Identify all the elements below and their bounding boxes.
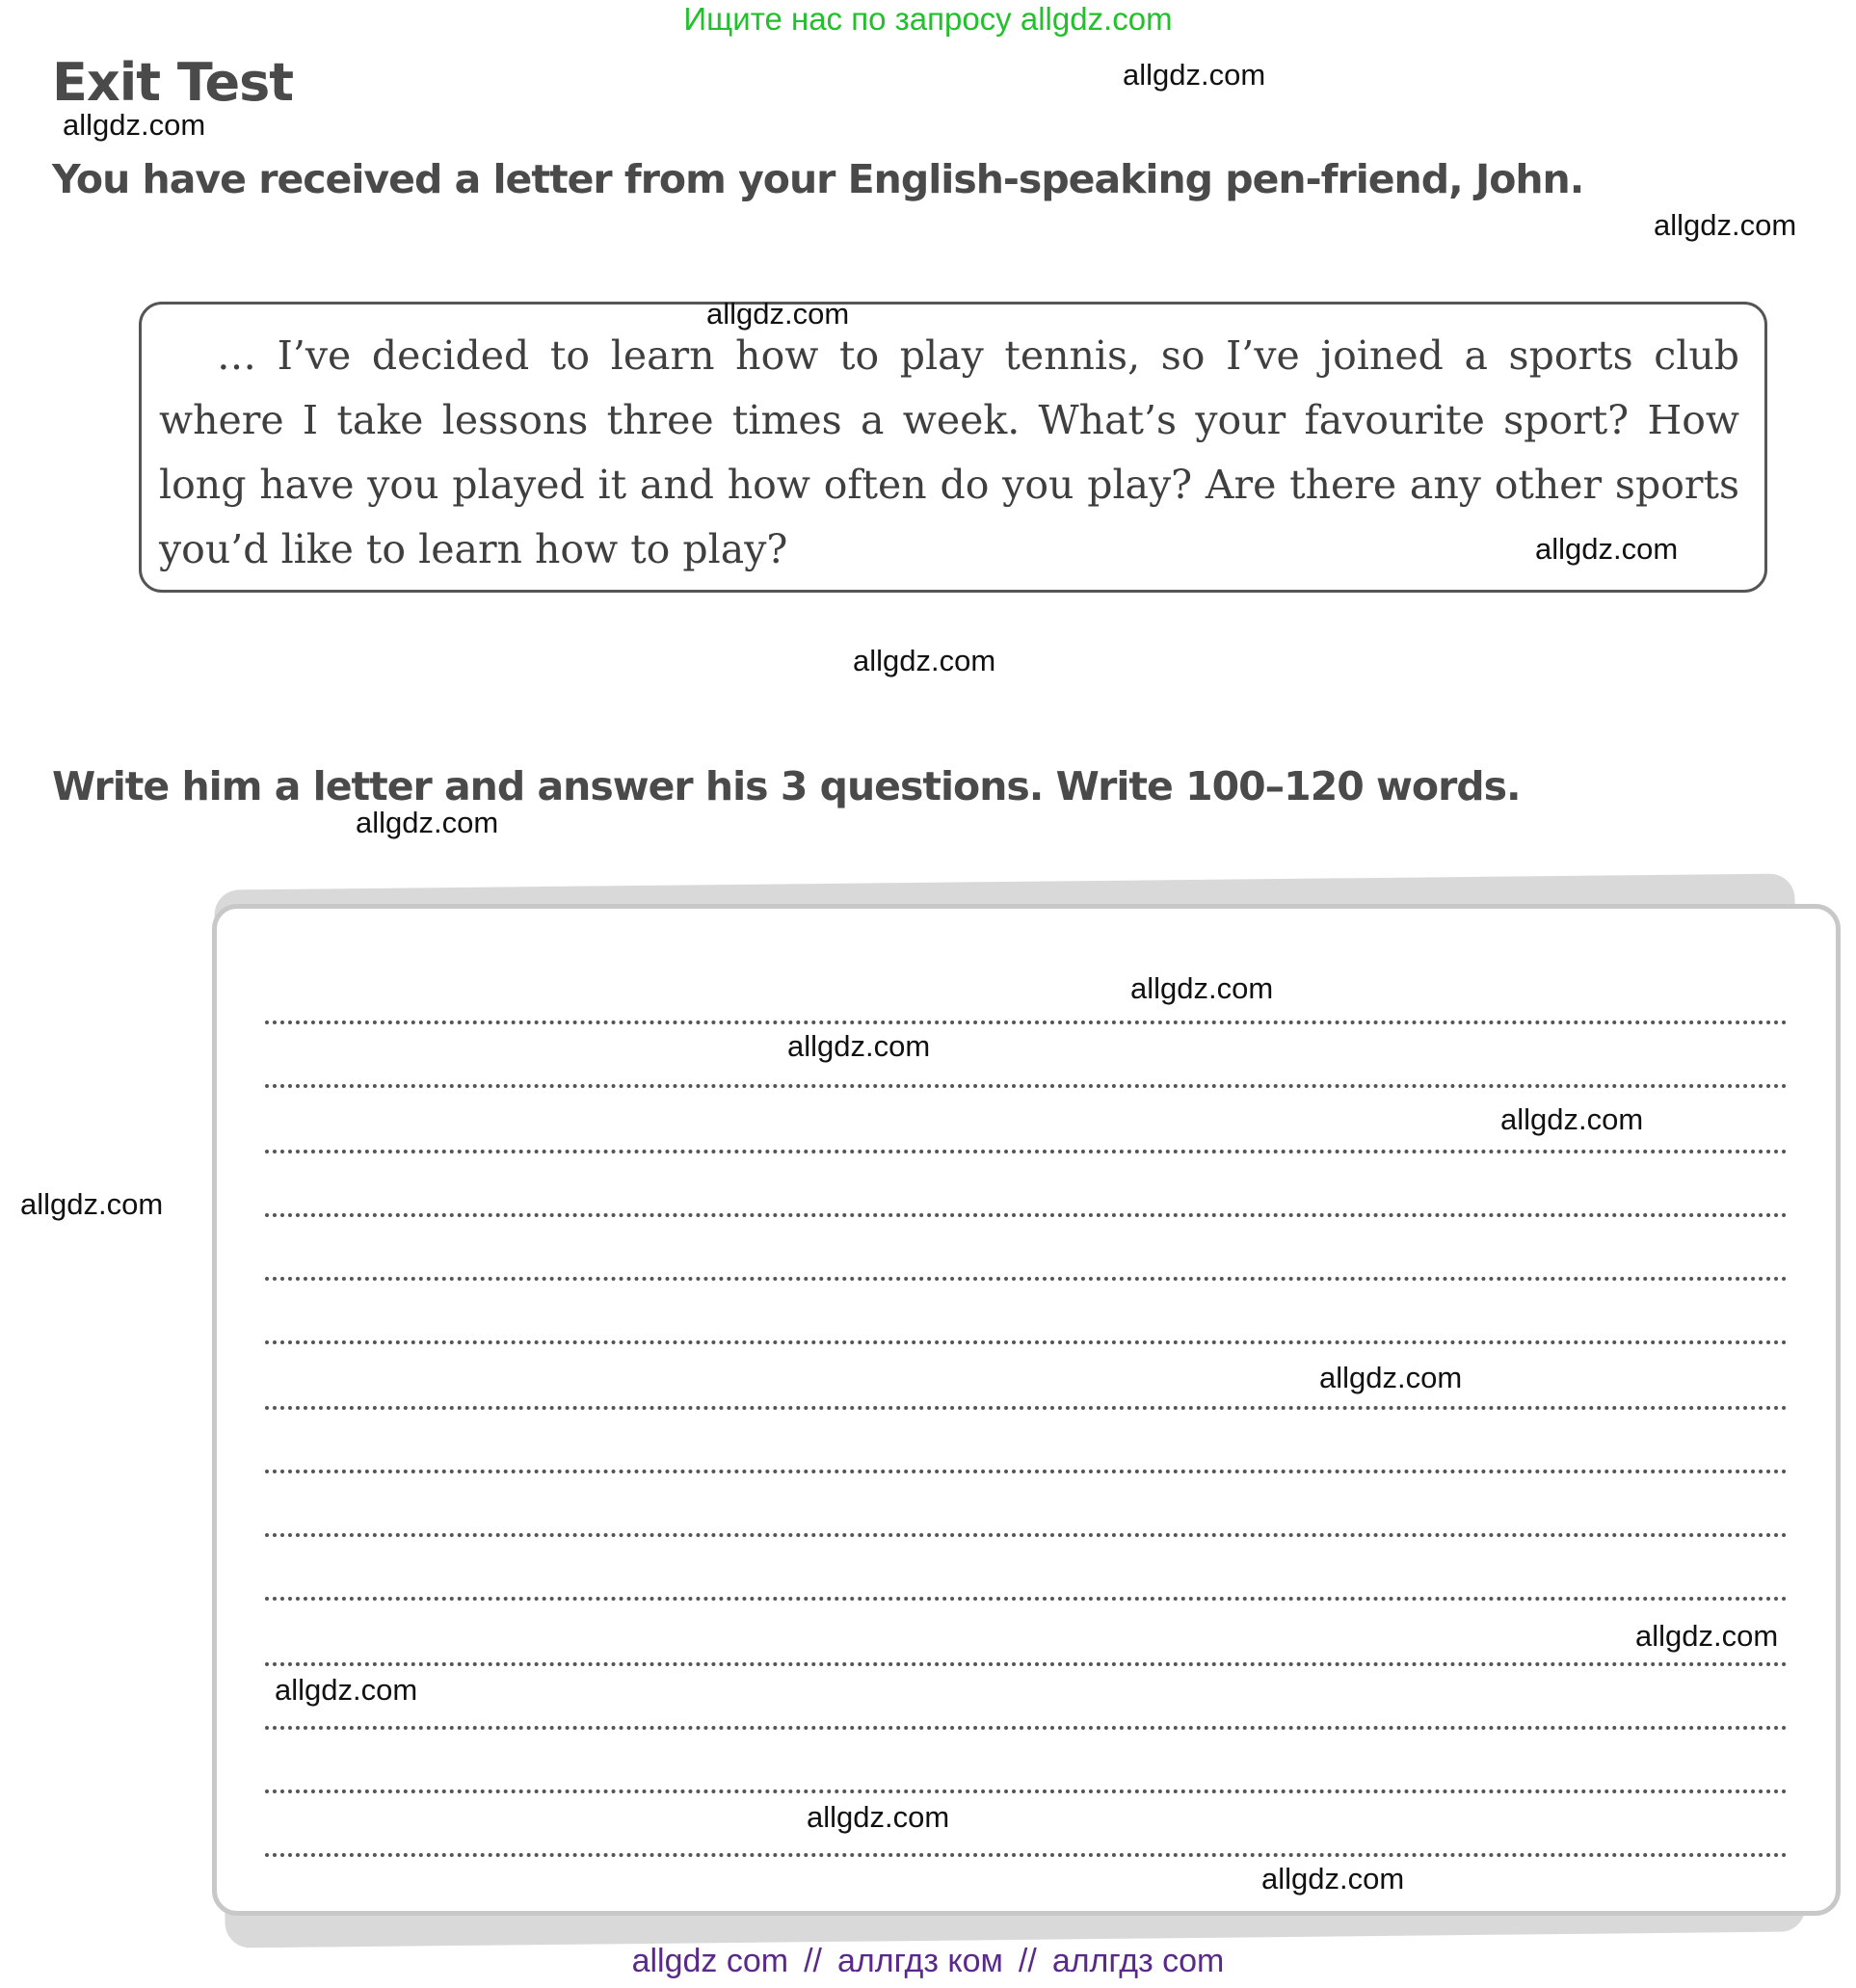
watermark: allgdz.com [1123,58,1266,92]
watermark: allgdz.com [853,644,996,677]
task-instruction: Write him a letter and answer his 3 questions. Write 100–120 words. [52,763,1521,809]
answer-line[interactable] [265,1789,1788,1793]
answer-line[interactable] [265,1470,1788,1473]
answer-line[interactable] [265,1853,1788,1857]
top-banner: Ищите нас по запросу allgdz.com [683,1,1173,37]
watermark: allgdz.com [1130,971,1274,1005]
page-title: Exit Test [52,52,294,113]
answer-line[interactable] [265,1213,1788,1217]
watermark: allgdz.com [63,108,206,142]
footer-text: аллгдз com [1051,1943,1225,1979]
letter-box [139,302,1767,593]
watermark: allgdz.com [1500,1102,1644,1136]
answer-line[interactable] [265,1597,1788,1601]
watermark: allgdz.com [787,1029,931,1063]
watermark: allgdz.com [807,1800,950,1834]
answer-line[interactable] [265,1406,1788,1410]
footer-separator: // [804,1943,823,1979]
footer-separator: // [1018,1943,1037,1979]
letter-text: … I’ve decided to learn how to play tennis, so I’ve joined a sports club where I take lessons three times a week. What’s your favourite sport? How long have you played it and how often do you play? Are there any other sports you’d like to learn how to play? [159,332,1739,572]
answer-line[interactable] [265,1021,1788,1024]
footer-text: allgdz com [631,1943,789,1979]
watermark: allgdz.com [1261,1862,1405,1895]
answer-line[interactable] [265,1277,1788,1281]
watermark: allgdz.com [275,1673,418,1707]
watermark: allgdz.com [356,806,499,839]
watermark: allgdz.com [1654,208,1797,242]
answer-line[interactable] [265,1084,1788,1088]
watermark: allgdz.com [1535,532,1679,566]
footer-banner [0,1941,1856,1981]
answer-line[interactable] [265,1340,1788,1344]
answer-area[interactable] [212,904,1841,1916]
watermark: allgdz.com [706,297,850,331]
footer-text: аллгдз ком [837,1943,1003,1979]
answer-line[interactable] [265,1726,1788,1730]
watermark: allgdz.com [1319,1361,1463,1394]
answer-line[interactable] [265,1662,1788,1666]
answer-line[interactable] [265,1150,1788,1153]
watermark: allgdz.com [1635,1619,1779,1653]
answer-line[interactable] [265,1533,1788,1537]
watermark: allgdz.com [20,1187,164,1221]
intro-instruction: You have received a letter from your English-speaking pen-friend, John. [52,156,1584,202]
